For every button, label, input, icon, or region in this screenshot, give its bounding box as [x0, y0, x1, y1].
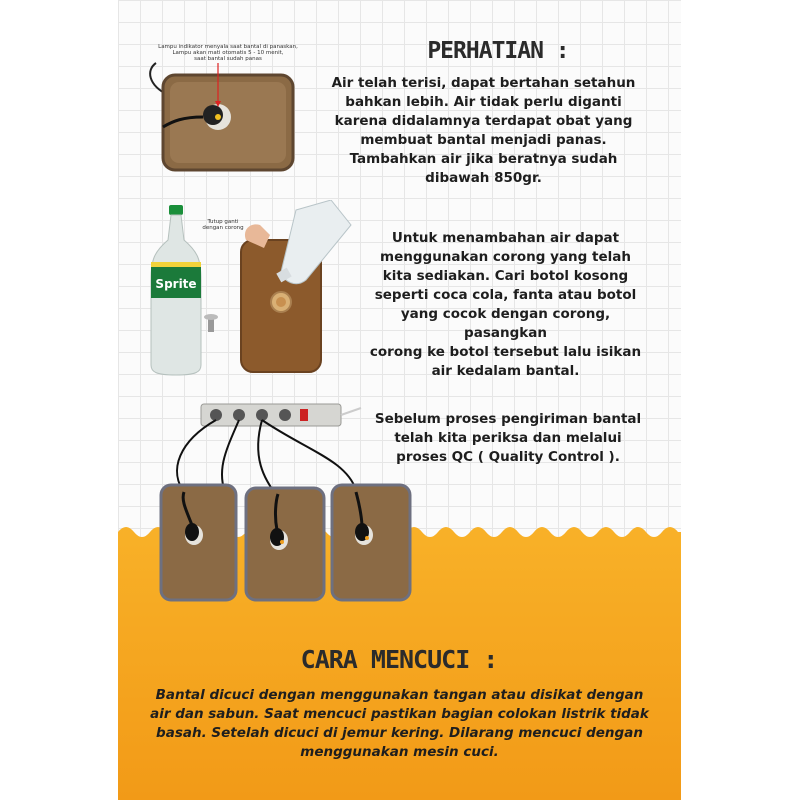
- section4-paragraph: Bantal dicuci dengan menggunakan tangan atau disikat dengan air dan sabun. Saat mencuci pastikan bagian colokan listrik tidak basah. Setelah dicuci di jemur kering. Dilarang mencuci dengan menggunakan mesin cuci.: [150, 687, 649, 760]
- section4-heading: CARA MENCUCI :: [300, 645, 498, 674]
- indicator-annotation: Lampu indikator menyala saat bantal di panaskan, Lampu akan mati otomatis 5 - 10 menit, saat bantal sudah panas: [158, 44, 298, 62]
- refill-bottle-image: [146, 200, 366, 380]
- section2-paragraph: Untuk menambahan air dapat menggunakan corong yang telah kita sediakan. Cari botol kosong seperti coca cola, fanta atau botol yang cocok dengan corong, pasangkan corong ke botol tersebut lalu isikan air kedalam bantal.: [369, 230, 642, 379]
- heating-pad-indicator-image: [138, 55, 303, 175]
- section1-paragraph: Air telah terisi, dapat bertahan setahun bahkan lebih. Air tidak perlu diganti karena didalamnya terdapat obat yang membuat bantal menjadi panas. Tambahkan air jika beratnya sudah dibawah 850gr.: [331, 75, 636, 186]
- section1-heading: PERHATIAN :: [427, 38, 569, 64]
- product-info-sheet: [118, 0, 681, 800]
- sprite-label: Sprite: [155, 277, 197, 291]
- section3-paragraph: Sebelum proses pengiriman bantal telah kita periksa dan melalui proses QC ( Quality Control ).: [374, 411, 642, 465]
- funnel-annotation: Tutup ganti dengan corong: [202, 219, 244, 231]
